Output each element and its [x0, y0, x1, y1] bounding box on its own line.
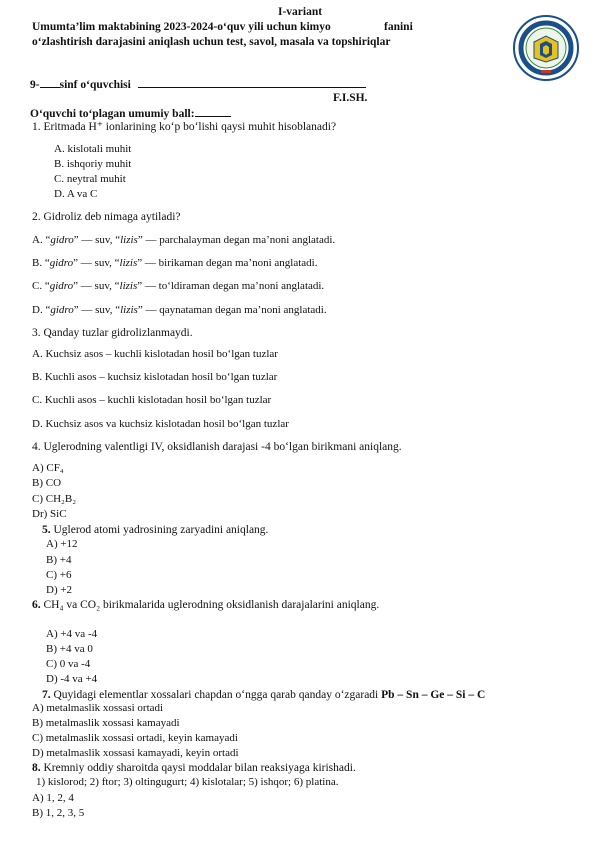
q2-option-b[interactable]: B. “gidro” — suv, “lizis” — birikaman degan ma’noni anglatadi. [32, 257, 318, 269]
q1-option-d[interactable]: D. A va C [54, 188, 98, 200]
q1-option-a[interactable]: A. kislotali muhit [54, 143, 132, 155]
q6-option-b[interactable]: B) +4 va 0 [46, 643, 93, 655]
fish-label: F.I.SH. [333, 92, 368, 104]
element-series: Pb – Sn – Ge – Si – C [381, 689, 486, 701]
question-6: 6. CH₄ va CO₂ birikmalarida uglerodning oksidlanish darajalarini aniqlang. [32, 599, 380, 611]
question-8: 8. Kremniy oddiy sharoitda qaysi moddalar bilan reaksiyaga kirishadi. [32, 762, 356, 774]
score-label: O‘quvchi to‘plagan umumiy ball: [30, 108, 195, 120]
class-blank[interactable] [40, 77, 60, 88]
class-line [30, 77, 366, 92]
q2-option-a[interactable]: A. “gidro” — suv, “lizis” — parchalayman degan ma’noni anglatadi. [32, 234, 336, 246]
variant-title: I-variant [278, 6, 323, 18]
q5-option-b[interactable]: B) +4 [46, 554, 72, 566]
q8-option-a[interactable]: A) 1, 2, 4 [32, 792, 74, 804]
question-3: 3. Qanday tuzlar gidrolizlanmaydi. [32, 327, 193, 339]
q1-option-c[interactable]: C. neytral muhit [54, 173, 126, 185]
q3-option-c[interactable]: C. Kuchli asos – kuchli kislotadan hosil bo‘lgan tuzlar [32, 394, 272, 406]
question-5: 5. Uglerod atomi yadrosining zaryadini aniqlang. [42, 524, 269, 536]
question-2: 2. Gidroliz deb nimaga aytiladi? [32, 211, 181, 223]
class-prefix: 9- [30, 79, 40, 91]
q4-option-d[interactable]: Dr) SiC [32, 508, 67, 520]
student-name-blank[interactable] [138, 77, 366, 88]
header-line-2: o‘zlashtirish darajasini aniqlash uchun test, savol, masala va topshiriqlar [32, 36, 391, 48]
q8-option-b[interactable]: B) 1, 2, 3, 5 [32, 807, 85, 819]
q4-option-b[interactable]: B) CO [32, 477, 62, 489]
q3-option-d[interactable]: D. Kuchsiz asos va kuchsiz kislotadan hosil bo‘lgan tuzlar [32, 418, 289, 430]
q6-option-d[interactable]: D) -4 va +4 [46, 673, 98, 685]
question-4: 4. Uglerodning valentligi IV, oksidlanish darajasi -4 bo‘lgan birikmani aniqlang. [32, 441, 402, 453]
q7-option-a[interactable]: A) metalmaslik xossasi ortadi [32, 702, 164, 714]
score-blank[interactable] [195, 106, 231, 117]
q5-option-d[interactable]: D) +2 [46, 584, 73, 596]
q3-option-a[interactable]: A. Kuchsiz asos – kuchli kislotadan hosil bo‘lgan tuzlar [32, 348, 278, 360]
header-line-1: Umumta’lim maktabining 2023-2024-o‘quv yili uchun kimyo [32, 21, 331, 33]
q8-substance-list: 1) kislorod; 2) ftor; 3) oltingugurt; 4) kislotalar; 5) ishqor; 6) platina. [36, 776, 339, 788]
q2-option-d[interactable]: D. “gidro” — suv, “lizis” — qaynataman degan ma’noni anglatadi. [32, 304, 327, 316]
q4-option-a[interactable]: A) CF₄ [32, 462, 64, 474]
q7-option-b[interactable]: B) metalmaslik xossasi kamayadi [32, 717, 180, 729]
school-emblem-icon [512, 14, 580, 82]
q7-option-d[interactable]: D) metalmaslik xossasi kamayadi, keyin ortadi [32, 747, 239, 759]
header-line-1-subject: fanini [384, 21, 413, 33]
q5-option-c[interactable]: C) +6 [46, 569, 72, 581]
q5-option-a[interactable]: A) +12 [46, 538, 78, 550]
score-line [30, 106, 231, 121]
q2-option-c[interactable]: C. “gidro” — suv, “lizis” — to‘ldiraman degan ma’noni anglatadi. [32, 280, 325, 292]
q3-option-b[interactable]: B. Kuchli asos – kuchsiz kislotadan hosil bo‘lgan tuzlar [32, 371, 278, 383]
q1-option-b[interactable]: B. ishqoriy muhit [54, 158, 132, 170]
q4-option-c[interactable]: C) CH₂B₂ [32, 493, 77, 505]
class-suffix: sinf o‘quvchisi [59, 79, 131, 91]
q7-option-c[interactable]: C) metalmaslik xossasi ortadi, keyin kamayadi [32, 732, 238, 744]
q6-option-c[interactable]: C) 0 va -4 [46, 658, 91, 670]
question-1: 1. Eritmada H⁺ ionlarining ko‘p bo‘lishi qaysi muhit hisoblanadi? [32, 121, 337, 133]
question-7: 7. Quyidagi elementlar xossalari chapdan o‘ngga qarab qanday o‘zgaradi Pb – Sn – Ge – Si – C [42, 689, 486, 701]
q6-option-a[interactable]: A) +4 va -4 [46, 628, 98, 640]
